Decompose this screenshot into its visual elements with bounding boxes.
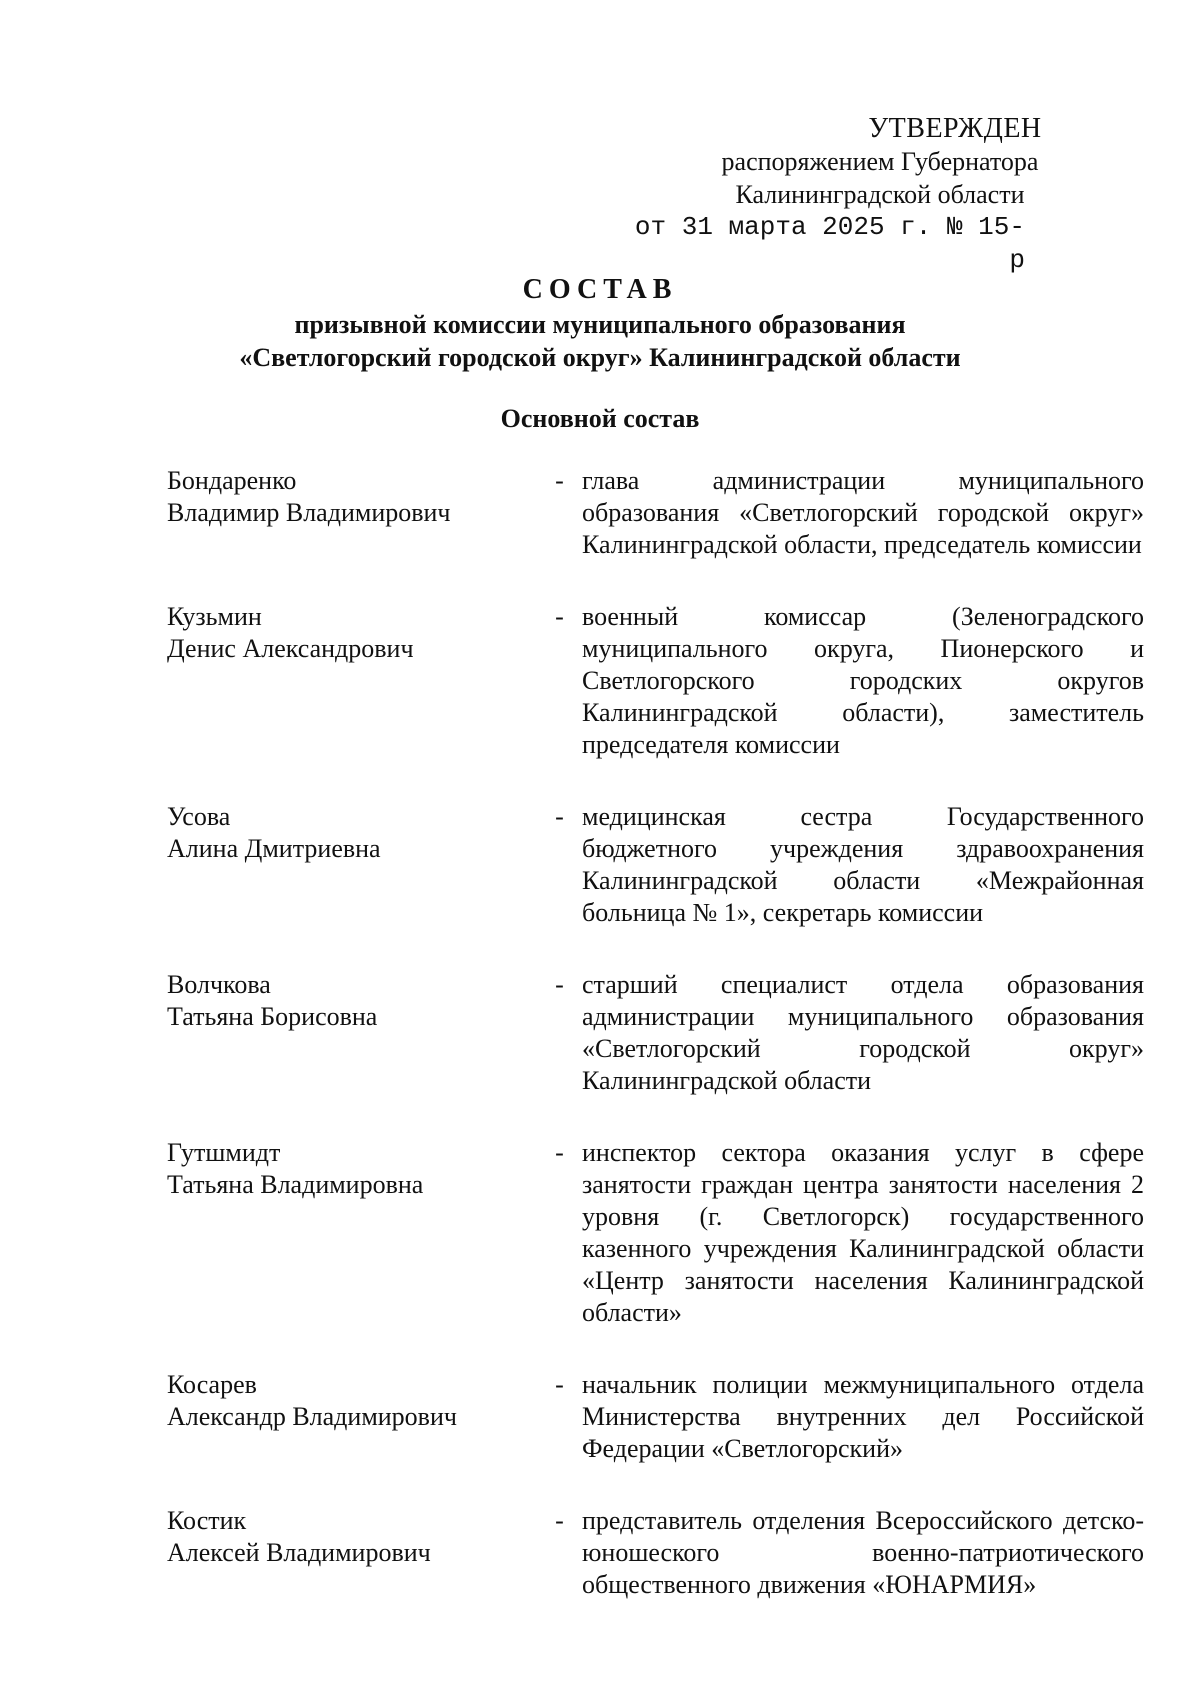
approval-approved-word: УТВЕРЖДЕН — [868, 113, 1042, 144]
member-role: военный комиссар (Зеленоградского муниципального округа, Пионерского и Светлогорского городских округов Калининградской области), заместитель председателя комиссии — [582, 602, 1144, 759]
document-title — [0, 272, 1200, 374]
approval-line-2: Калининградской области — [735, 180, 1025, 209]
approval-line-1: распоряжением Губернатора — [721, 147, 1039, 176]
member-given-names: Алина Дмитриевна — [167, 834, 381, 863]
member-dash: - — [555, 602, 564, 631]
member-row — [167, 1369, 1144, 1465]
member-surname: Косарев — [167, 1370, 257, 1399]
member-row — [167, 801, 1144, 929]
member-role: представитель отделения Всероссийского детско-юношеского военно-патриотического общественного движения «ЮНАРМИЯ» — [582, 1506, 1144, 1599]
member-name — [167, 601, 537, 761]
member-role: глава администрации муниципального образования «Светлогорский городской округ» Калининградской области, председатель комиссии — [582, 466, 1144, 559]
member-given-names: Татьяна Борисовна — [167, 1002, 378, 1031]
member-dash: - — [555, 970, 564, 999]
approval-order-number: от 31 марта 2025 г. № 15-р — [634, 212, 1025, 275]
member-surname: Гутшмидт — [167, 1138, 281, 1167]
member-row — [167, 969, 1144, 1097]
member-surname: Усова — [167, 802, 231, 831]
member-role: медицинская сестра Государственного бюджетного учреждения здравоохранения Калининградской области «Межрайонная больница № 1», секретарь комиссии — [582, 802, 1144, 927]
member-dash: - — [555, 1506, 564, 1535]
member-name — [167, 1369, 537, 1465]
member-dash: - — [555, 466, 564, 495]
member-name — [167, 969, 537, 1097]
member-given-names: Владимир Владимирович — [167, 498, 451, 527]
member-row — [167, 601, 1144, 761]
member-surname: Бондаренко — [167, 466, 297, 495]
member-dash: - — [555, 802, 564, 831]
member-row — [167, 1137, 1144, 1329]
title-subtitle-line-1: призывной комиссии муниципального образования — [294, 310, 906, 339]
section-heading: Основной состав — [500, 404, 700, 433]
member-given-names: Александр Владимирович — [167, 1402, 457, 1431]
title-main: СОСТАВ — [522, 274, 678, 305]
member-row — [167, 465, 1144, 561]
member-row — [167, 1505, 1144, 1601]
member-surname: Костик — [167, 1506, 247, 1535]
member-name — [167, 801, 537, 929]
member-dash: - — [555, 1370, 564, 1399]
member-role: старший специалист отдела образования администрации муниципального образования «Светлогорский городской округ» Калининградской области — [582, 970, 1144, 1095]
member-name — [167, 1505, 537, 1601]
member-role: инспектор сектора оказания услуг в сфере занятости граждан центра занятости населения 2 уровня (г. Светлогорск) государственного казенного учреждения Калининградской области «Центр занятости населения Калининградской области» — [582, 1138, 1144, 1327]
member-given-names: Денис Александрович — [167, 634, 414, 663]
member-surname: Кузьмин — [167, 602, 262, 631]
member-name — [167, 1137, 537, 1329]
member-given-names: Татьяна Владимировна — [167, 1170, 424, 1199]
approval-stamp — [620, 112, 1140, 277]
title-subtitle-line-2: «Светлогорский городской округ» Калининградской области — [239, 343, 961, 372]
members-list — [167, 465, 1144, 1641]
member-dash: - — [555, 1138, 564, 1167]
member-surname: Волчкова — [167, 970, 271, 999]
member-given-names: Алексей Владимирович — [167, 1538, 431, 1567]
member-role: начальник полиции межмуниципального отдела Министерства внутренних дел Российской Федерации «Светлогорский» — [582, 1370, 1144, 1463]
member-name — [167, 465, 537, 561]
